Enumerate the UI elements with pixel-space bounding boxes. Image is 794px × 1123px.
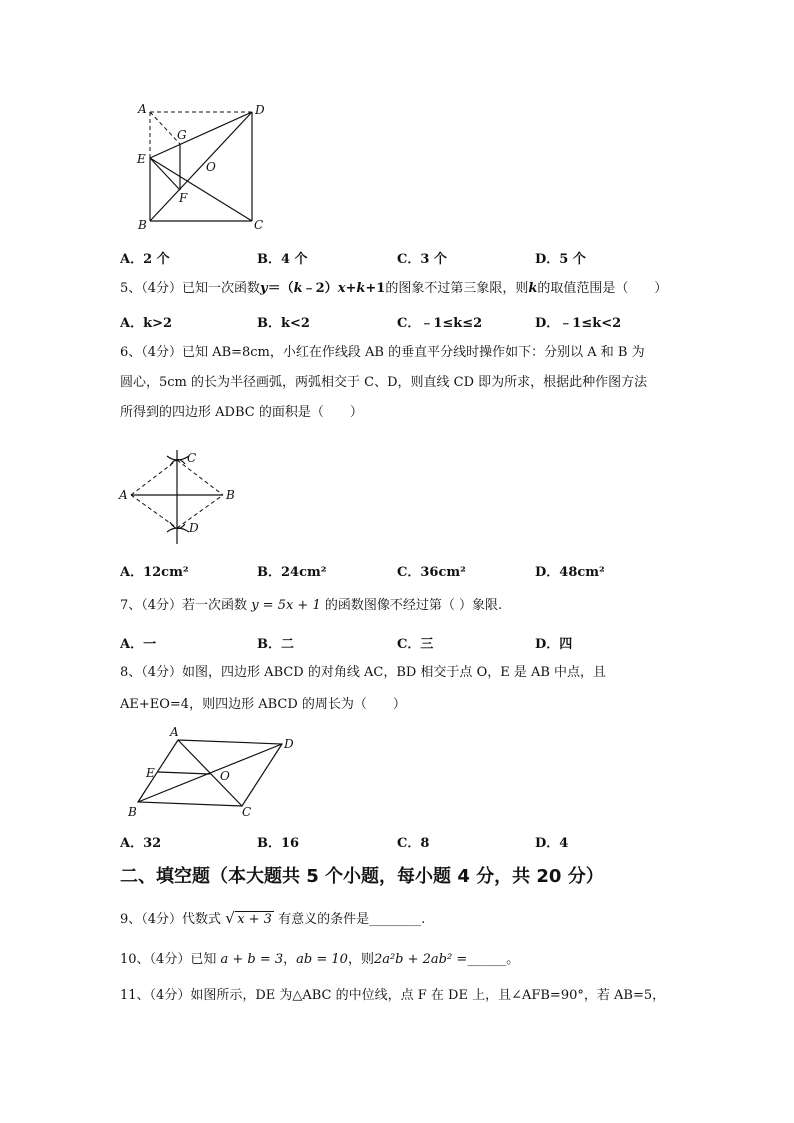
segment-ec (150, 158, 252, 221)
q8-line-2: AE+EO=4，则四边形 ABCD 的周长为（ ） (120, 697, 406, 712)
segment-ed (150, 112, 252, 158)
q9-radicand: x + 3 (237, 912, 272, 927)
q4-option-a[interactable]: A．2 个 (120, 252, 170, 267)
q10-suffix: ______。 (467, 952, 520, 967)
question-9 (120, 911, 425, 929)
q6-option-a[interactable]: A．12cm² (120, 565, 189, 580)
q5-mid: 的图象不过第三象限，则 (385, 281, 529, 296)
segment-eo (158, 772, 210, 774)
q5-formula-plus: + (345, 281, 357, 296)
q5-k3: k (528, 281, 538, 296)
q10-sep: ， (283, 952, 297, 967)
label-g: G (177, 128, 187, 142)
figure-parallelogram (120, 722, 310, 822)
label-b: B (226, 488, 235, 502)
section-title-fill-in: 二、填空题（本大题共 5 个小题，每小题 4 分，共 20 分） (120, 866, 604, 887)
q5-option-c[interactable]: C．﹣1≤k≤2 (397, 316, 483, 331)
label-d: D (284, 737, 294, 751)
q7-formula: y = 5x + 1 (251, 598, 321, 613)
figure-perpendicular-bisector (115, 448, 245, 548)
q9-sqrt (225, 911, 274, 929)
q6-line-1: 6、（4分）已知 AB=8cm，小红在作线段 AB 的垂直平分线时操作如下：分别以 A 和 B 为 (120, 345, 645, 360)
q7-option-a[interactable]: A．一 (120, 637, 157, 652)
q6-line-2: 圆心，5cm 的长为半径画弧，两弧相交于 C、D，则直线 CD 即为所求，根据此种作图方法 (120, 375, 648, 390)
question-11: 11、（4分）如图所示，DE 为△ABC 的中位线，点 F 在 DE 上，且∠AFB=90°，若 AB=5， (120, 988, 666, 1003)
q6-option-c[interactable]: C．36cm² (397, 565, 466, 580)
question-5 (120, 280, 667, 298)
q9-prefix: 9、（4分）代数式 (120, 912, 222, 927)
question-7 (120, 597, 502, 615)
label-e: E (146, 766, 155, 780)
q10-expr: 2a²b + 2ab² = (373, 952, 468, 967)
label-e: E (137, 152, 146, 166)
q10-cond2: ab = 10 (296, 952, 348, 967)
q8-option-b[interactable]: B．16 (257, 836, 300, 851)
label-b: B (138, 218, 147, 232)
q10-cond1: a + b = 3 (220, 952, 284, 967)
label-d: D (189, 521, 199, 535)
q5-formula-eq: ＝（ (267, 281, 294, 296)
q8-line-1: 8、（4分）如图，四边形 ABCD 的对角线 AC，BD 相交于点 O，E 是 AB 中点，且 (120, 665, 607, 680)
q7-suffix: 的函数图像不经过第（ ）象限. (324, 598, 503, 613)
q5-option-d[interactable]: D．﹣1≤k<2 (535, 316, 622, 331)
q7-option-d[interactable]: D．四 (535, 637, 573, 652)
diagonal-bd (138, 744, 282, 802)
q5-formula-minus: ﹣2） (302, 281, 338, 296)
label-d: D (255, 103, 265, 117)
q5-prefix: 5、（4分）已知一次函数 (120, 281, 261, 296)
dashed-ag (150, 112, 180, 144)
dashed-cb (177, 460, 223, 495)
q6-line-3: 所得到的四边形 ADBC 的面积是（ ） (120, 405, 363, 420)
q5-formula-k1: k (293, 281, 303, 296)
q10-mid: ，则 (347, 952, 374, 967)
q7-prefix: 7、（4分）若一次函数 (120, 598, 248, 613)
label-f: F (179, 191, 188, 205)
q4-option-b[interactable]: B．4 个 (257, 252, 308, 267)
q6-option-b[interactable]: B．24cm² (257, 565, 327, 580)
label-o: O (220, 769, 230, 783)
figure-square-abcd (130, 98, 280, 233)
label-a: A (170, 725, 179, 739)
q5-suffix: 的取值范围是（ ） (537, 281, 668, 296)
q8-option-d[interactable]: D．4 (535, 836, 569, 851)
q10-prefix: 10、（4分）已知 (120, 952, 217, 967)
q5-formula-x: x (337, 281, 346, 296)
label-c: C (242, 805, 252, 819)
q9-suffix: 有意义的条件是________. (278, 912, 426, 927)
q4-option-c[interactable]: C．3 个 (397, 252, 447, 267)
label-a: A (138, 102, 147, 116)
q7-option-b[interactable]: B．二 (257, 637, 294, 652)
dashed-db (177, 495, 223, 528)
q5-formula-k2: k (356, 281, 366, 296)
dashed-ac (131, 460, 177, 495)
label-c: C (187, 451, 197, 465)
q5-option-a[interactable]: A．k>2 (120, 316, 173, 331)
label-o: O (206, 160, 216, 174)
label-a: A (119, 488, 128, 502)
q4-option-d[interactable]: D．5 个 (535, 252, 586, 267)
q7-option-c[interactable]: C．三 (397, 637, 434, 652)
label-b: B (128, 805, 137, 819)
q8-option-c[interactable]: C．8 (397, 836, 430, 851)
q5-formula-tail: +1 (365, 281, 386, 296)
q6-option-d[interactable]: D．48cm² (535, 565, 605, 580)
q5-option-b[interactable]: B．k<2 (257, 316, 310, 331)
question-10 (120, 951, 519, 969)
q8-option-a[interactable]: A．32 (120, 836, 162, 851)
q5-formula-y: y (260, 281, 268, 296)
label-c: C (254, 218, 264, 232)
